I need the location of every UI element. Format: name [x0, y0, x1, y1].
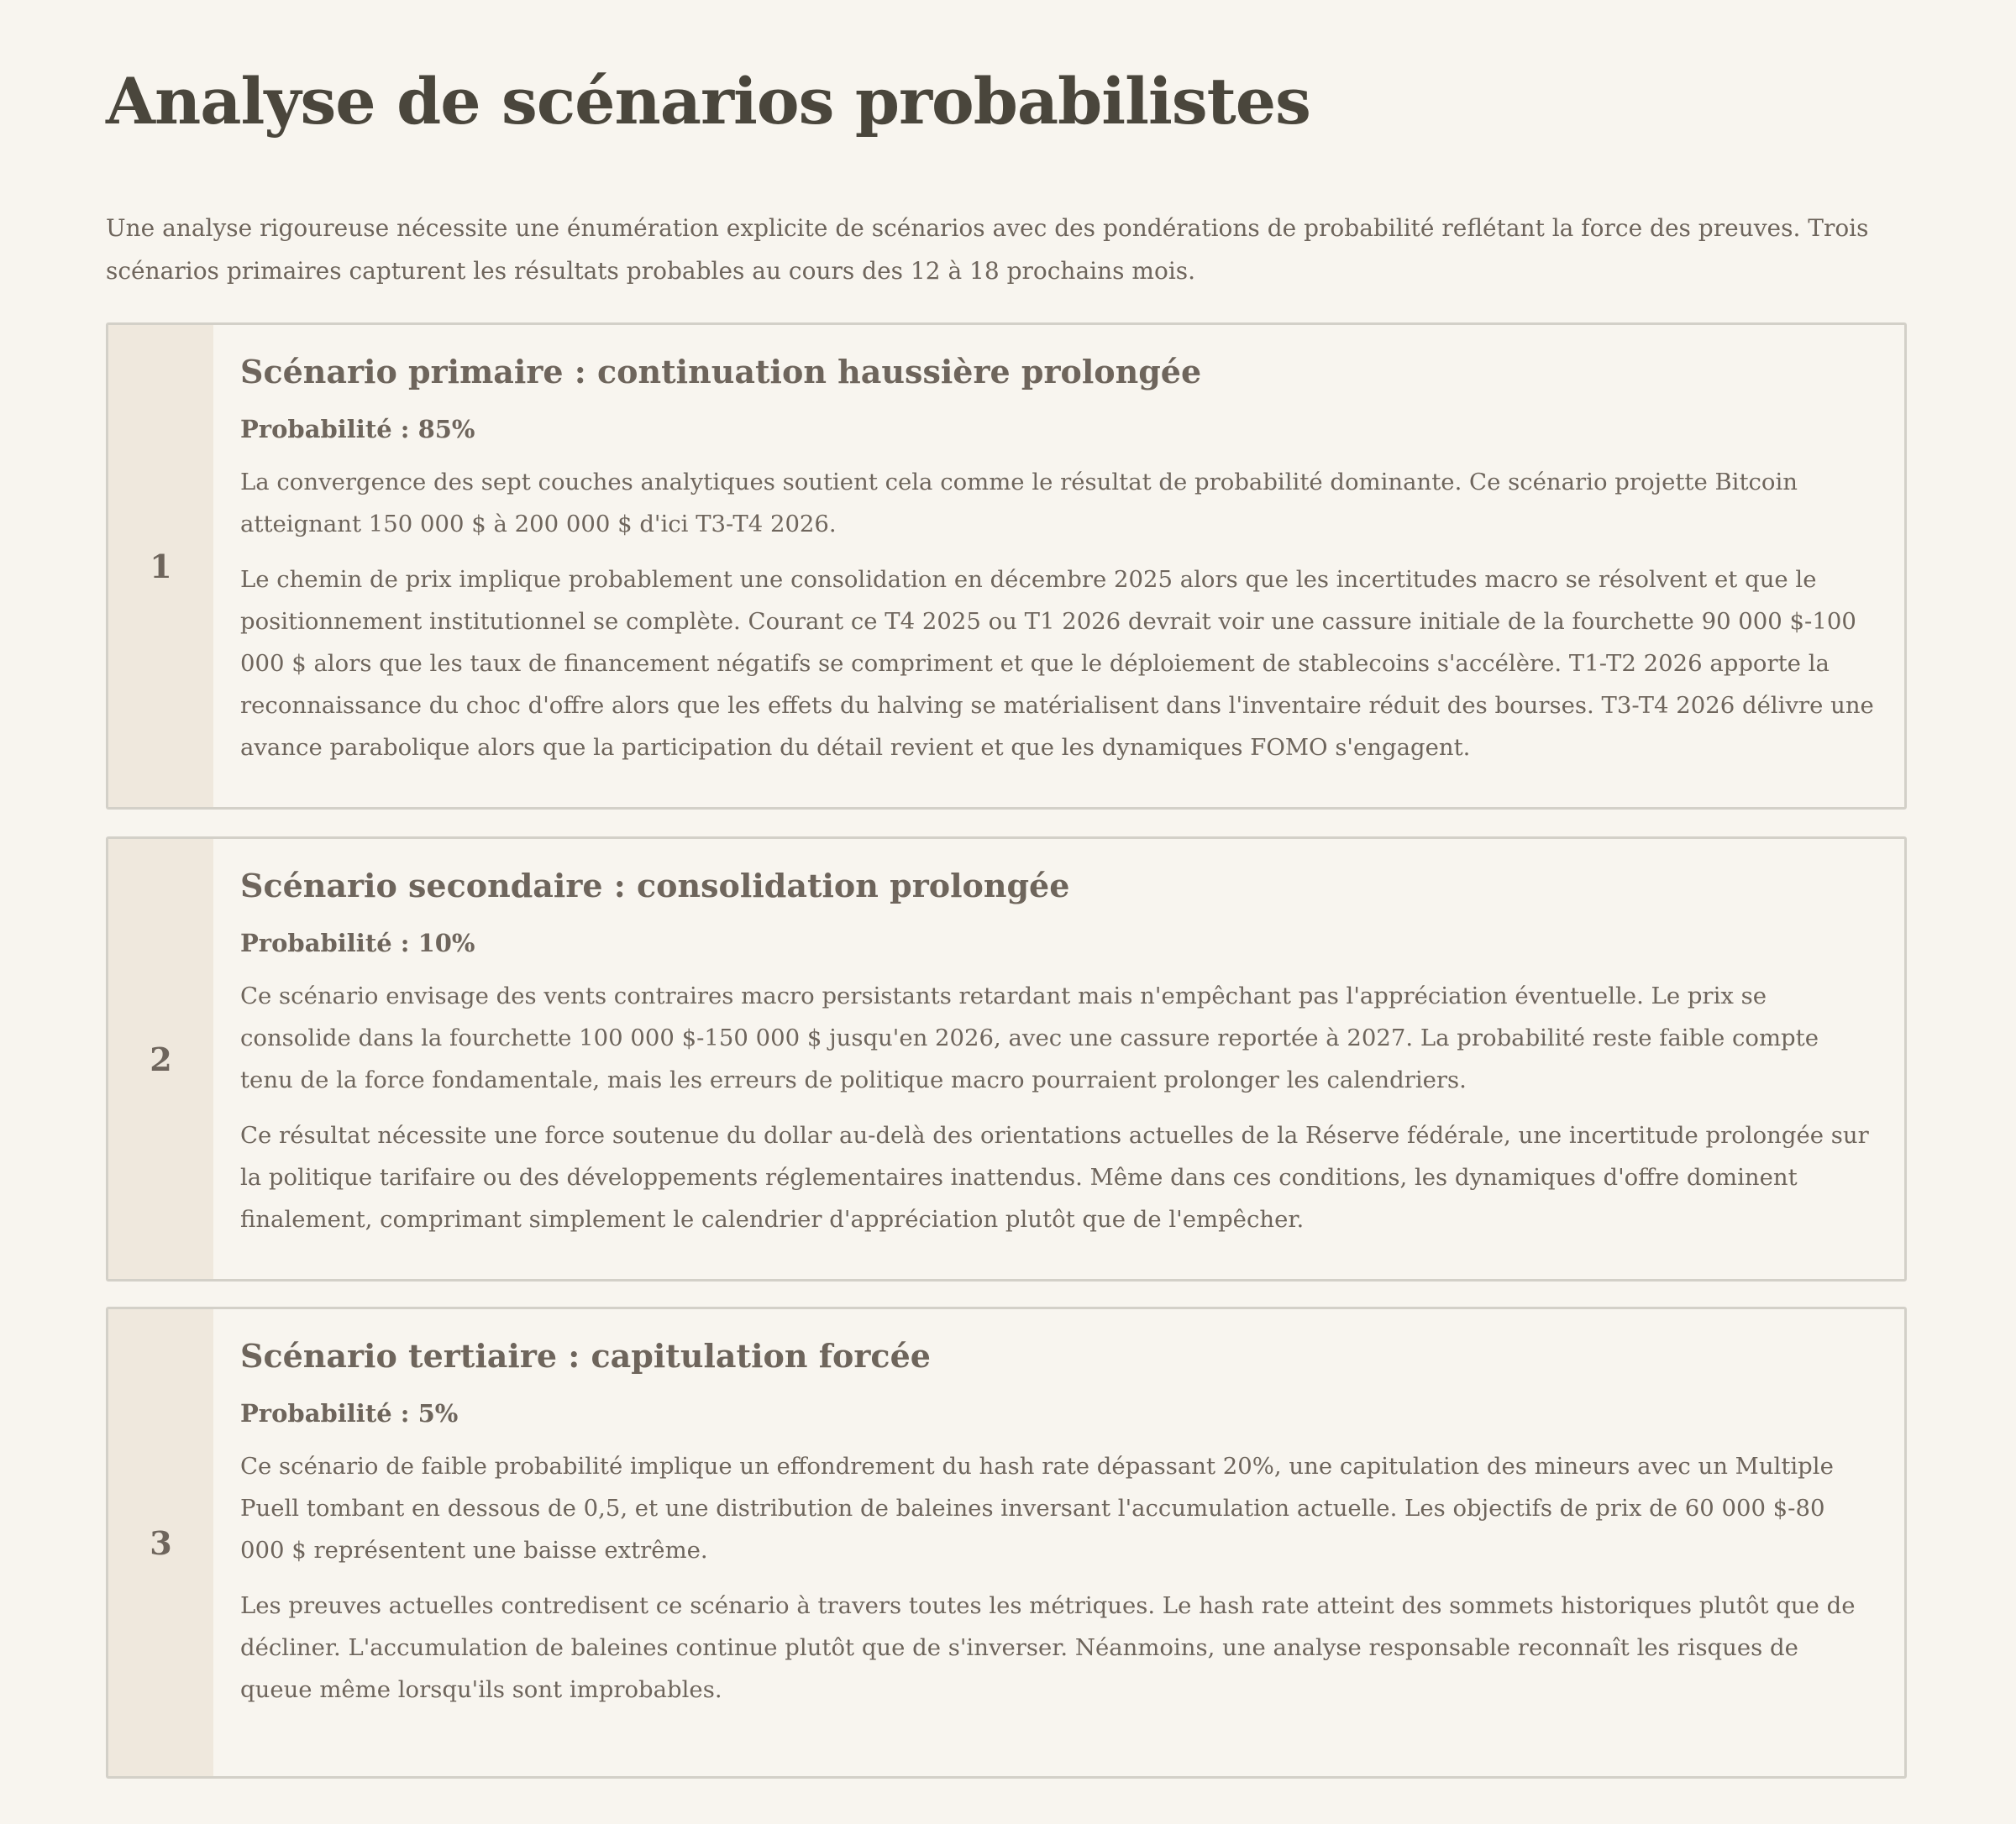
scenario-paragraph: Les preuves actuelles contredisent ce scénario à travers toutes les métriques. Le hash rate atteint des sommets historiques plutôt que de décliner. L'accumulation de baleines continue plutôt que de s'inverser. Néanmoins, une analyse responsable reconnaît les risques de queue même lorsqu'ils sont improbables.: [240, 1592, 1856, 1703]
page-title: Analyse de scénarios probabilistes: [106, 64, 1310, 139]
scenario-number: 2: [108, 839, 213, 1279]
scenario-card: [106, 836, 1907, 1282]
scenario-paragraph: Ce résultat nécessite une force soutenue du dollar au-delà des orientations actuelles de la Réserve fédérale, une incertitude prolongée sur la politique tarifaire ou des développements réglementaires inattendus. Même dans ces conditions, les dynamiques d'offre dominent finalement, comprimant simplement le calendrier d'appréciation plutôt que de l'empêcher.: [240, 1122, 1869, 1233]
scenario-card: [106, 322, 1907, 810]
scenario-card: [106, 1307, 1907, 1779]
scenario-number: 3: [108, 1309, 213, 1776]
scenario-paragraph: Le chemin de prix implique probablement une consolidation en décembre 2025 alors que les incertitudes macro se résolvent et que le positionnement institutionnel se complète. Courant ce T4 2025 ou T1 2026 devrait voir une cassure initiale de la fourchette 90 000 $-100 000 $ alors que les taux de financement négatifs se compriment et que le déploiement de stablecoins s'accélère. T1-T2 2026 apporte la reconnaissance du choc d'offre alors que les effets du halving se matérialisent dans l'inventaire réduit des bourses. T3-T4 2026 délivre une avance parabolique alors que la participation du détail revient et que les dynamiques FOMO s'engagent.: [240, 566, 1874, 761]
scenario-body: [213, 839, 1904, 1279]
scenario-body: [213, 1309, 1904, 1776]
scenario-paragraph: Ce scénario de faible probabilité implique un effondrement du hash rate dépassant 20%, une capitulation des mineurs avec un Multiple Puell tombant en dessous de 0,5, et une distribution de baleines inversant l'accumulation actuelle. Les objectifs de prix de 60 000 $-80 000 $ représentent une baisse extrême.: [240, 1453, 1834, 1564]
scenario-probability: Probabilité : 5%: [240, 1399, 459, 1428]
scenario-paragraph: Ce scénario envisage des vents contraires macro persistants retardant mais n'empêchant pas l'appréciation éventuelle. Le prix se consolide dans la fourchette 100 000 $-150 000 $ jusqu'en 2026, avec une cassure reportée à 2027. La probabilité reste faible compte tenu de la force fondamentale, mais les erreurs de politique macro pourraient prolonger les calendriers.: [240, 983, 1819, 1093]
scenario-title: Scénario secondaire : consolidation prolongée: [240, 867, 1070, 904]
scenario-paragraph: La convergence des sept couches analytiques soutient cela comme le résultat de probabilité dominante. Ce scénario projette Bitcoin atteignant 150 000 $ à 200 000 $ d'ici T3-T4 2026.: [240, 469, 1798, 537]
intro-paragraph: Une analyse rigoureuse nécessite une énumération explicite de scénarios avec des pondérations de probabilité reflétant la force des preuves. Trois scénarios primaires capturent les résultats probables au cours des 12 à 18 prochains mois.: [106, 214, 1869, 285]
scenario-probability: Probabilité : 85%: [240, 415, 475, 443]
scenario-body: [213, 325, 1904, 807]
scenario-title: Scénario primaire : continuation haussière prolongée: [240, 353, 1202, 390]
scenario-number: 1: [108, 325, 213, 807]
scenario-probability: Probabilité : 10%: [240, 929, 475, 957]
scenario-title: Scénario tertiaire : capitulation forcée: [240, 1337, 931, 1375]
